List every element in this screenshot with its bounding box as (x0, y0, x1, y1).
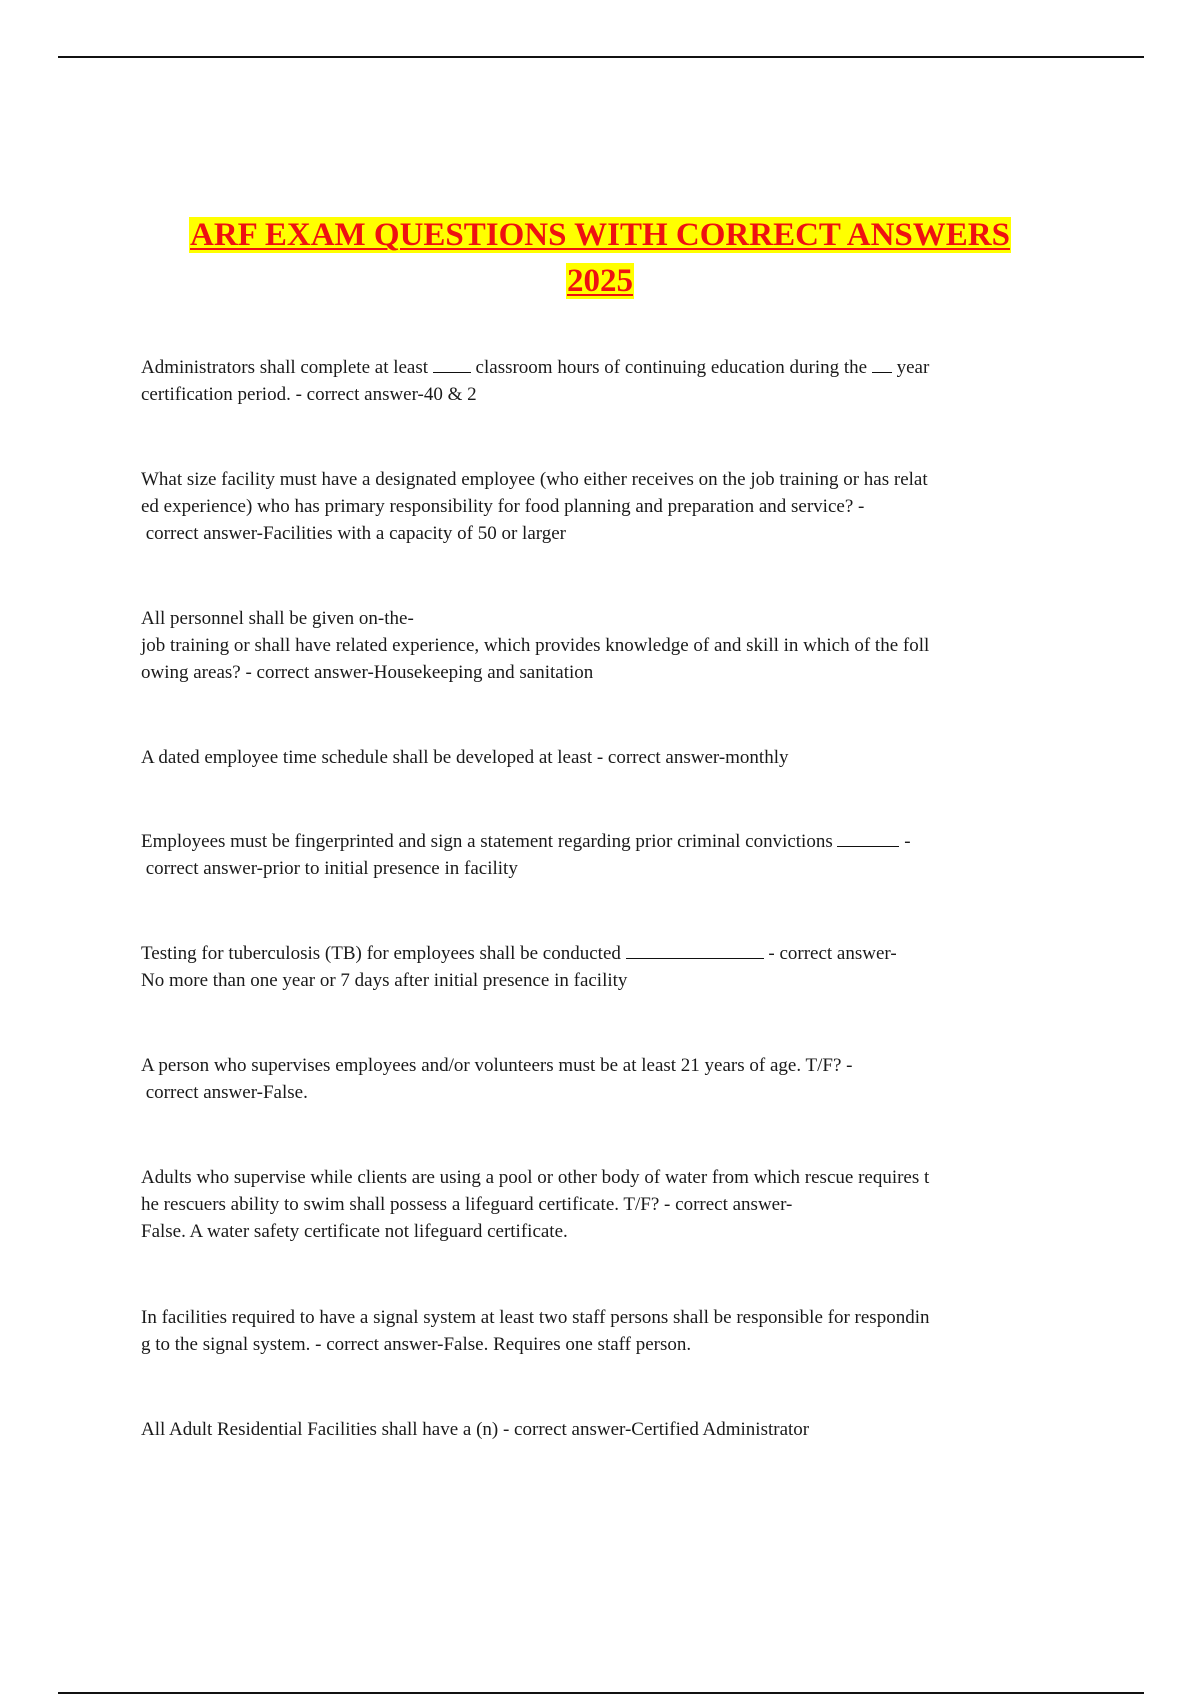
answer-blank (872, 356, 892, 373)
qa-item-4: A dated employee time schedule shall be developed at least - correct answer-monthly (141, 747, 789, 768)
answer-blank (837, 830, 899, 847)
qa-item-5: Employees must be fingerprinted and sign a statement regarding prior criminal convictions - correct answer-prior to initial presence in facility (141, 831, 911, 879)
document-title (60, 212, 1140, 304)
qa-item-8: Adults who supervise while clients are using a pool or other body of water from which rescue requires t he rescuers ability to swim shall possess a lifeguard certificate. T/F? - correct answer- False. A water safety certificate not lifeguard certificate. (141, 1167, 930, 1242)
answer-blank (626, 942, 764, 959)
qa-item-6: Testing for tuberculosis (TB) for employees shall be conducted - correct answer- No more than one year or 7 days after initial presence in facility (141, 943, 897, 991)
title-line-2: 2025 (567, 263, 633, 299)
qa-item-7: A person who supervises employees and/or volunteers must be at least 21 years of age. T/F? - correct answer-False. (141, 1055, 853, 1103)
qa-item-2: What size facility must have a designated employee (who either receives on the job training or has relat ed experience) who has primary responsibility for food planning and preparation and service? - correct answer-Facilities with a capacity of 50 or larger (141, 469, 928, 544)
qa-item-3: All personnel shall be given on-the- job training or shall have related experience, which provides knowledge of and skill in which of the foll owing areas? - correct answer-Housekeeping and sanitation (141, 608, 930, 683)
answer-blank (433, 356, 471, 373)
top-rule (58, 56, 1144, 58)
title-line-1: ARF EXAM QUESTIONS WITH CORRECT ANSWERS (190, 217, 1010, 253)
qa-item-10: All Adult Residential Facilities shall have a (n) - correct answer-Certified Administrator (141, 1419, 810, 1440)
qa-item-1: Administrators shall complete at least classroom hours of continuing education during the year certification period. - correct answer-40 & 2 (141, 357, 930, 405)
bottom-rule (58, 1692, 1144, 1694)
qa-item-9: In facilities required to have a signal system at least two staff persons shall be responsible for respondin g to the signal system. - correct answer-False. Requires one staff person. (141, 1307, 930, 1355)
